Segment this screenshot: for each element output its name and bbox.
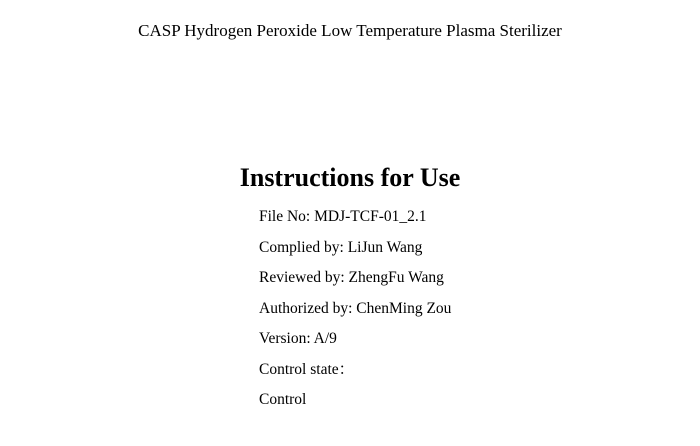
control-state-value: Control [259,391,307,408]
document-metadata [259,202,659,416]
authorized-by: Authorized by: ChenMing Zou [259,299,452,317]
header-title: CASP Hydrogen Peroxide Low Temperature Plasma Sterilizer [138,21,562,40]
version: Version: A/9 [259,330,337,347]
document-title: Instructions for Use [239,163,461,192]
compiled-by: Complied by: LiJun Wang [259,238,423,256]
control-state-label: Control state： [259,360,355,378]
reviewed-by: Reviewed by: ZhengFu Wang [259,269,444,286]
file-number: File No: MDJ-TCF-01_2.1 [259,208,427,225]
